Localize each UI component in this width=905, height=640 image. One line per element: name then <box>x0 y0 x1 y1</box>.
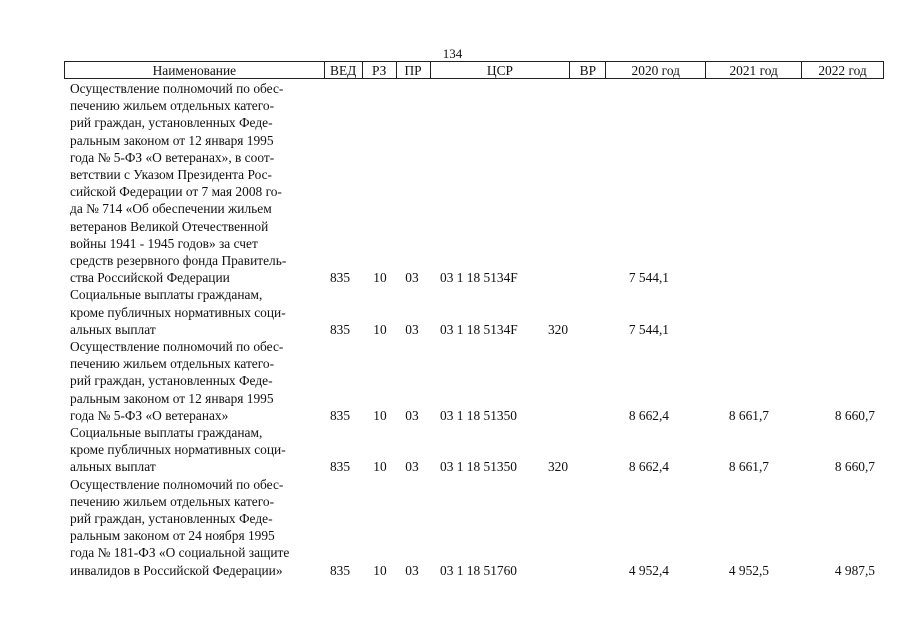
row-name-line: кроме публичных нормативных соци- <box>70 304 286 320</box>
row-name-line: войны 1941 - 1945 годов» за счет <box>70 235 258 251</box>
cell-ved: 835 <box>329 407 351 423</box>
header-vr: ВР <box>570 62 606 78</box>
cell-ved: 835 <box>329 270 351 286</box>
cell-y2020: 7 544,1 <box>628 270 669 286</box>
cell-pr: 03 <box>405 321 419 337</box>
row-name <box>70 80 320 286</box>
row-name-line: сийской Федерации от 7 мая 2008 го- <box>70 184 282 200</box>
row-name <box>70 476 320 579</box>
row-name-line: рий граждан, установленных Феде- <box>70 373 273 389</box>
cell-rz: 10 <box>373 270 387 286</box>
row-name-line: рий граждан, установленных Феде- <box>70 115 273 131</box>
cell-rz: 10 <box>373 459 387 475</box>
cell-ved: 835 <box>329 562 351 578</box>
header-name: Наименование <box>65 62 325 78</box>
row-name-line: года № 5-ФЗ «О ветеранах» <box>70 407 229 423</box>
cell-y2020: 8 662,4 <box>628 407 669 423</box>
cell-y2021: 8 661,7 <box>728 459 769 475</box>
cell-csr: 03 1 18 5134F <box>440 321 518 337</box>
cell-rz: 10 <box>373 321 387 337</box>
page-number: 134 <box>442 46 463 61</box>
table-row <box>0 424 905 476</box>
cell-y2020: 7 544,1 <box>628 321 669 337</box>
cell-ved: 835 <box>329 459 351 475</box>
cell-rz: 10 <box>373 562 387 578</box>
cell-y2022: 8 660,7 <box>834 407 875 423</box>
table-row <box>0 338 905 424</box>
cell-y2021: 4 952,5 <box>728 562 769 578</box>
table-row <box>0 286 905 338</box>
header-csr: ЦСР <box>431 62 571 78</box>
cell-y2020: 4 952,4 <box>628 562 669 578</box>
row-name-line: печению жильем отдельных катего- <box>70 493 275 509</box>
header-2021: 2021 год <box>706 62 802 78</box>
cell-y2022: 4 987,5 <box>834 562 875 578</box>
cell-pr: 03 <box>405 270 419 286</box>
cell-vr: 320 <box>547 321 569 337</box>
header-ved: ВЕД <box>325 62 363 78</box>
row-name-line: Осуществление полномочий по обес- <box>70 81 284 96</box>
row-name-line: кроме публичных нормативных соци- <box>70 442 286 458</box>
row-name-line: рий граждан, установленных Феде- <box>70 511 273 526</box>
row-name-line: Осуществление полномочий по обес- <box>70 476 284 492</box>
row-name-line: инвалидов в Российской Федерации» <box>70 562 283 578</box>
header-pr: ПР <box>397 62 431 78</box>
cell-pr: 03 <box>405 459 419 475</box>
row-name <box>70 338 320 424</box>
cell-pr: 03 <box>405 407 419 423</box>
row-name-line: печению жильем отдельных катего- <box>70 356 275 372</box>
header-2022: 2022 год <box>802 62 884 78</box>
row-name-line: ветствии с Указом Президента Рос- <box>70 167 273 183</box>
cell-csr: 03 1 18 5134F <box>440 270 518 286</box>
row-name-line: альных выплат <box>70 459 156 475</box>
table-row <box>0 476 905 579</box>
cell-csr: 03 1 18 51760 <box>440 562 517 578</box>
row-name <box>70 286 320 338</box>
table-row <box>0 80 905 286</box>
row-name-line: года № 181-ФЗ «О социальной защите <box>70 545 290 561</box>
cell-ved: 835 <box>329 321 351 337</box>
table-header <box>64 61 884 79</box>
row-name-line: да № 714 «Об обеспечении жильем <box>70 201 272 217</box>
row-name-line: ральным законом от 12 января 1995 <box>70 390 274 406</box>
row-name-line: Социальные выплаты гражданам, <box>70 287 263 303</box>
row-name-line: печению жильем отдельных катего- <box>70 98 275 114</box>
row-name-line: ральным законом от 24 ноября 1995 <box>70 528 275 544</box>
row-name <box>70 424 320 476</box>
row-name-line: ства Российской Федерации <box>70 270 230 286</box>
header-2020: 2020 год <box>606 62 706 78</box>
cell-vr: 320 <box>547 459 569 475</box>
row-name-line: альных выплат <box>70 321 156 337</box>
row-name-line: ветеранов Великой Отечественной <box>70 218 269 234</box>
cell-y2020: 8 662,4 <box>628 459 669 475</box>
row-name-line: Социальные выплаты гражданам, <box>70 425 263 440</box>
cell-csr: 03 1 18 51350 <box>440 459 517 475</box>
cell-pr: 03 <box>405 562 419 578</box>
row-name-line: средств резервного фонда Правитель- <box>70 253 287 269</box>
header-rz: РЗ <box>363 62 397 78</box>
row-name-line: года № 5-ФЗ «О ветеранах», в соот- <box>70 149 275 165</box>
cell-y2021: 8 661,7 <box>728 407 769 423</box>
cell-y2022: 8 660,7 <box>834 459 875 475</box>
cell-csr: 03 1 18 51350 <box>440 407 517 423</box>
row-name-line: Осуществление полномочий по обес- <box>70 339 284 354</box>
row-name-line: ральным законом от 12 января 1995 <box>70 132 274 148</box>
cell-rz: 10 <box>373 407 387 423</box>
